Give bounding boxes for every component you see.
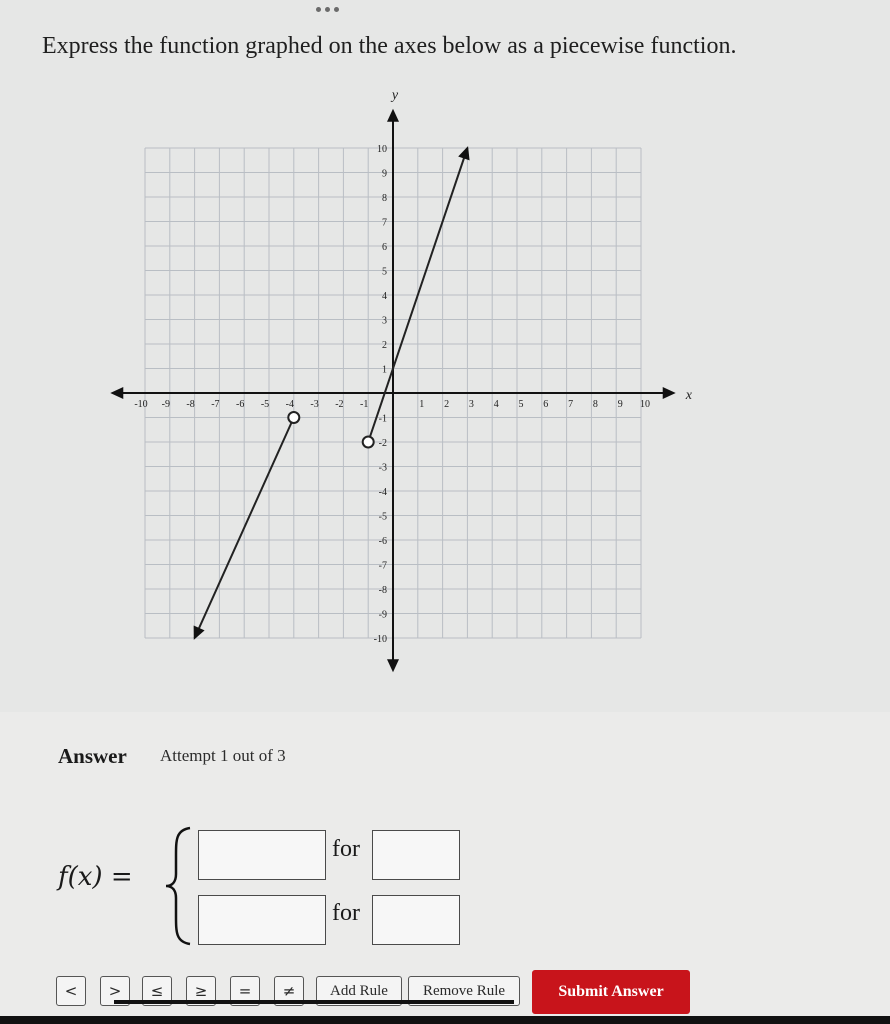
x-tick-label: -7 xyxy=(211,399,220,410)
equals-button[interactable]: = xyxy=(230,976,260,1006)
x-axis-label: x xyxy=(685,388,692,403)
y-tick-label: -6 xyxy=(378,536,387,547)
x-tick-label: 7 xyxy=(568,399,574,410)
x-tick-label: 10 xyxy=(640,399,650,410)
y-axis-arrow-down-icon xyxy=(387,659,399,672)
x-tick-label: 9 xyxy=(617,399,623,410)
y-tick-label: -2 xyxy=(378,438,387,449)
for-label-2: for xyxy=(332,900,360,926)
y-tick-label: -4 xyxy=(378,487,387,498)
x-tick-label: -2 xyxy=(335,399,344,410)
piece-1-domain-input[interactable] xyxy=(372,830,460,880)
y-tick-label: -5 xyxy=(378,511,387,523)
greater-equal-button[interactable]: ≥ xyxy=(186,976,216,1006)
x-tick-label: -9 xyxy=(161,399,170,410)
y-axis-arrow-up-icon xyxy=(387,109,399,122)
y-tick-label: -1 xyxy=(378,413,387,425)
x-tick-label: -1 xyxy=(360,399,369,410)
answer-heading: Answer xyxy=(58,744,127,768)
x-tick-label: 1 xyxy=(419,399,425,410)
piece-2-domain-input[interactable] xyxy=(372,895,460,945)
x-axis-arrow-right-icon xyxy=(663,387,676,399)
y-tick-label: 2 xyxy=(382,340,387,351)
function-segment-1 xyxy=(195,423,292,638)
y-tick-label: -7 xyxy=(378,560,387,572)
graph-svg xyxy=(110,87,692,670)
add-rule-button[interactable]: Add Rule xyxy=(316,976,402,1006)
x-tick-label: -5 xyxy=(260,399,270,410)
y-tick-label: 1 xyxy=(382,364,387,376)
x-tick-label: 4 xyxy=(493,399,499,410)
x-tick-label: -6 xyxy=(236,399,245,410)
y-tick-label: 7 xyxy=(382,217,387,229)
y-tick-label: 8 xyxy=(382,193,387,204)
x-tick-label: 6 xyxy=(543,399,549,410)
x-tick-label: -4 xyxy=(285,399,294,410)
y-tick-label: -3 xyxy=(378,462,387,474)
submit-answer-button[interactable]: Submit Answer xyxy=(532,970,690,1014)
segment-1-open-point xyxy=(288,412,299,423)
left-brace-icon xyxy=(164,826,194,946)
more-options-icon[interactable] xyxy=(312,4,342,14)
y-tick-label: -8 xyxy=(378,585,387,596)
y-tick-label: -9 xyxy=(378,609,387,621)
screen-bottom-edge xyxy=(0,1016,890,1024)
x-tick-label: 8 xyxy=(592,399,598,410)
question-prompt: Express the function graphed on the axes below as a piecewise function. xyxy=(42,33,737,59)
coordinate-graph xyxy=(110,87,692,670)
x-axis-arrow-left-icon xyxy=(110,387,123,399)
y-axis-label: y xyxy=(391,87,399,103)
toolbar-underline xyxy=(114,1000,514,1004)
remove-rule-button[interactable]: Remove Rule xyxy=(408,976,520,1006)
attempt-counter: Attempt 1 out of 3 xyxy=(160,746,286,765)
y-tick-label: 3 xyxy=(382,315,387,327)
x-tick-label: 5 xyxy=(518,399,524,410)
y-tick-label: 9 xyxy=(382,168,387,180)
y-tick-label: -10 xyxy=(373,634,387,645)
function-label: f(x) = xyxy=(58,862,133,892)
y-tick-label: 5 xyxy=(382,266,387,278)
x-tick-label: -8 xyxy=(186,399,195,410)
less-equal-button[interactable]: ≤ xyxy=(142,976,172,1006)
not-equal-button[interactable]: ≠ xyxy=(274,976,304,1006)
piece-2-expression-input[interactable] xyxy=(198,895,326,945)
y-tick-label: 4 xyxy=(382,291,387,302)
x-tick-label: -3 xyxy=(310,399,319,410)
x-tick-label: -10 xyxy=(134,399,148,410)
piece-1-expression-input[interactable] xyxy=(198,830,326,880)
y-tick-label: 6 xyxy=(382,242,387,253)
less-than-button[interactable]: < xyxy=(56,976,86,1006)
for-label-1: for xyxy=(332,836,360,862)
x-tick-label: 3 xyxy=(468,399,474,410)
y-tick-label: 10 xyxy=(377,144,387,155)
x-tick-label: 2 xyxy=(444,399,450,410)
segment-2-open-point xyxy=(363,437,374,448)
greater-than-button[interactable]: > xyxy=(100,976,130,1006)
